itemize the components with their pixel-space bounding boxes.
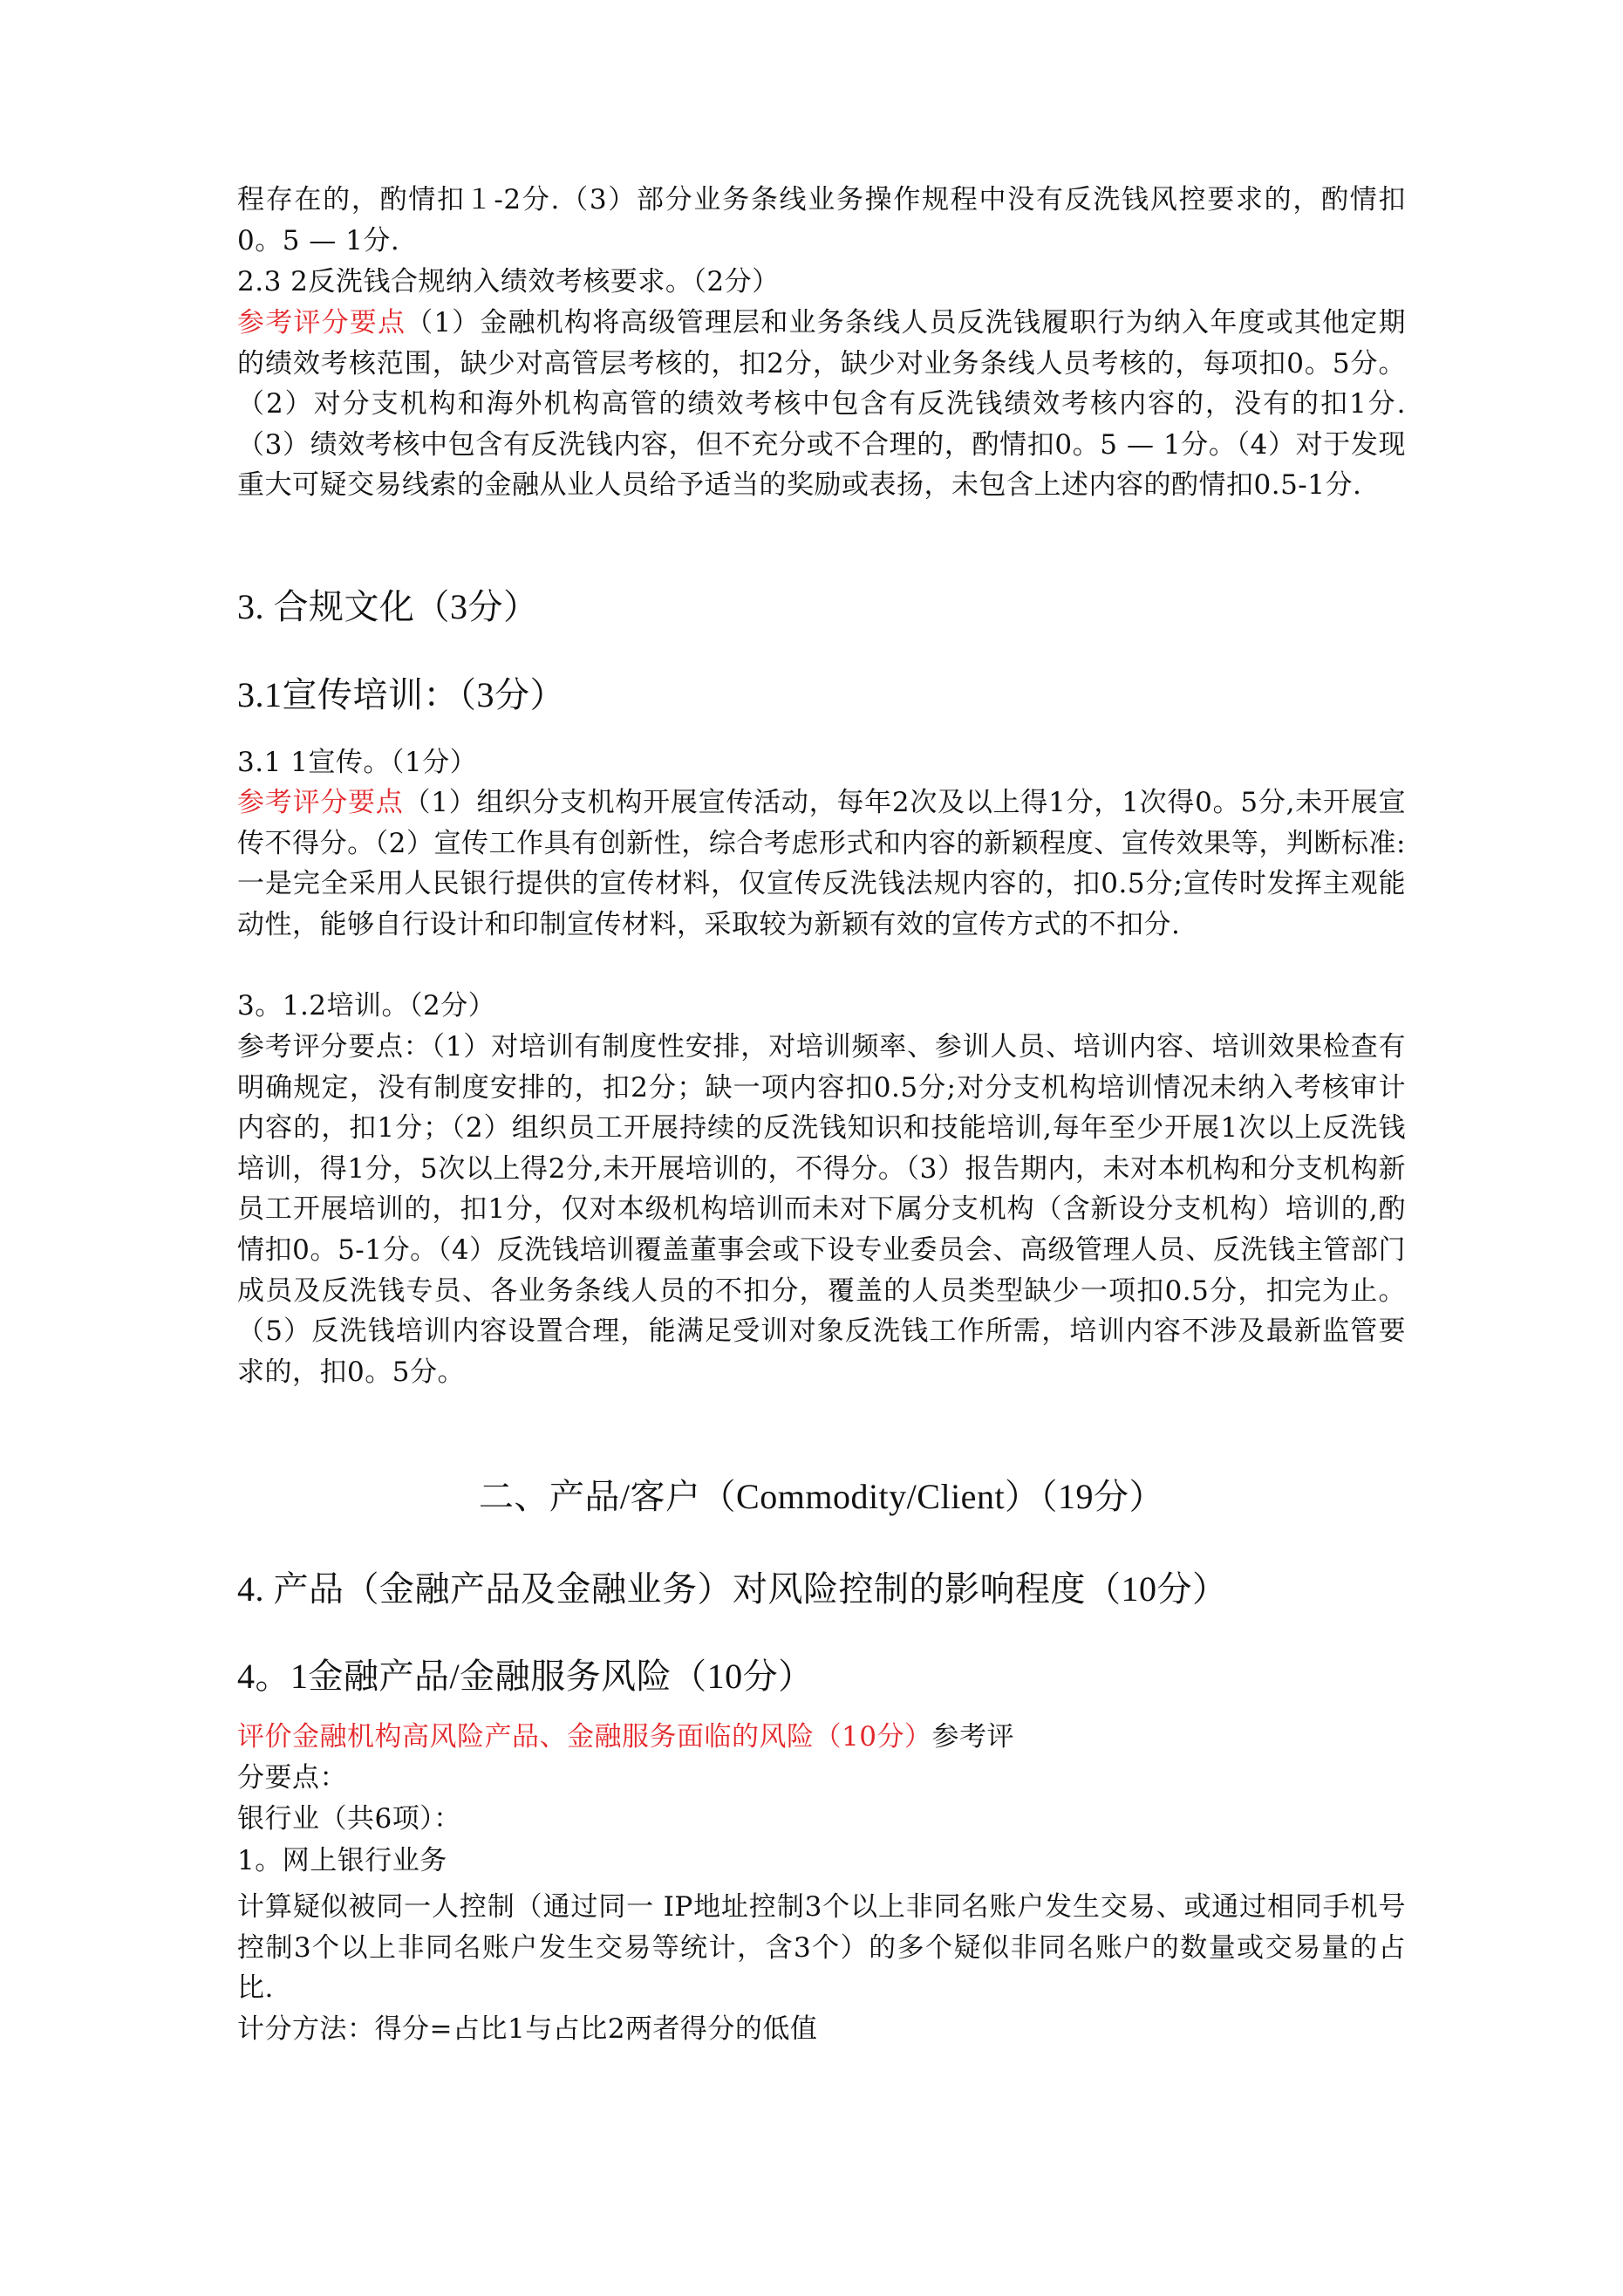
part-2-heading <box>237 1469 1406 1519</box>
scoring-points-publicity <box>237 782 1406 945</box>
paragraph-text: 1。网上银行业务 <box>237 1845 447 1876</box>
section-3-heading <box>237 579 1406 629</box>
section-title: 3.1宣传培训：（3分） <box>237 675 565 714</box>
item-3-1-2-heading <box>237 986 1406 1027</box>
online-banking-item <box>237 1841 1406 1882</box>
paragraph-text: 计算疑似被同一人控制（通过同一 IP地址控制3个以上非同名账户发生交易、或通过相同手机号控制3个以上非同名账户发生交易等统计，含3个）的多个疑似非同名账户的数量或交易量的占比. <box>237 1891 1406 2005</box>
paragraph-text <box>237 303 1406 506</box>
scoring-method <box>237 2009 1406 2050</box>
item-title: 3。1.2培训。（2分） <box>237 990 496 1022</box>
section-title: 4. 产品（金融产品及金融业务）对风险控制的影响程度（10分） <box>237 1569 1228 1609</box>
scoring-points-label: 参考评分要点 <box>237 787 404 818</box>
paragraph-deduction-continued <box>237 180 1406 261</box>
paragraph-text <box>237 1717 1406 1758</box>
section-4-1-heading <box>237 1649 1406 1698</box>
evaluation-line <box>237 1717 1406 1758</box>
evaluation-suffix: 参考评 <box>931 1721 1014 1753</box>
scoring-points-text: （1）组织分支机构开展宣传活动，每年2次及以上得1分，1次得0。5分,未开展宣传不得分。（2）宣传工作具有创新性，综合考虑形式和内容的新颖程度、宣传效果等，判断标准:一是完全采用人民银行提供的宣传材料，仅宣传反洗钱法规内容的，扣0.5分;宣传时发挥主观能动性，能够自行设计和印制宣传材料，采取较为新颖有效的宣传方式的不扣分. <box>237 787 1406 940</box>
banking-industry-line <box>237 1799 1406 1840</box>
section-title: 4。1金融产品/金融服务风险（10分） <box>237 1657 814 1696</box>
calculation-description <box>237 1887 1406 2009</box>
paragraph-text: 程存在的，酌情扣１-2分.（3）部分业务条线业务操作规程中没有反洗钱风控要求的，酌情扣0。5 — 1分. <box>237 184 1406 256</box>
paragraph-text: 分要点： <box>237 1762 347 1794</box>
paragraph-text: 银行业（共6项）： <box>237 1803 461 1835</box>
item-title: 2.3 2反洗钱合规纳入绩效考核要求。（2分） <box>237 266 780 297</box>
item-3-1-1-heading <box>237 742 1406 783</box>
scoring-points-performance <box>237 303 1406 506</box>
section-3-1-heading <box>237 667 1406 717</box>
item-title: 3.1 1宣传。（1分） <box>237 747 478 778</box>
paragraph-text: 参考评分要点：（1）对培训有制度性安排，对培训频率、参训人员、培训内容、培训效果检查有明确规定，没有制度安排的，扣2分；缺一项内容扣0.5分;对分支机构培训情况未纳入考核审计内容的，扣1分；（2）组织员工开展持续的反洗钱知识和技能培训,每年至少开展1次以上反洗钱培训，得1分，5次以上得2分,未开展培训的，不得分。（3）报告期内，未对本机构和分支机构新员工开展培训的，扣1分，仅对本级机构培训而未对下属分支机构（含新设分支机构）培训的,酌情扣0。5-1分。（4）反洗钱培训覆盖董事会或下设专业委员会、高级管理人员、反洗钱主管部门成员及反洗钱专员、各业务条线人员的不扣分，覆盖的人员类型缺少一项扣0.5分，扣完为止。（5）反洗钱培训内容设置合理，能满足受训对象反洗钱工作所需，培训内容不涉及最新监管要求的，扣0。5分。 <box>237 1031 1406 1388</box>
part-title: 二、产品/客户（Commodity/Client）（19分） <box>478 1477 1165 1516</box>
scoring-points-label-line <box>237 1758 1406 1799</box>
scoring-points-text: （1）金融机构将高级管理层和业务条线人员反洗钱履职行为纳入年度或其他定期的绩效考核范围，缺少对高管层考核的，扣2分，缺少对业务条线人员考核的，每项扣0。5分。（2）对分支机构和海外机构高管的绩效考核中包含有反洗钱绩效考核内容的，没有的扣1分.（3）绩效考核中包含有反洗钱内容，但不充分或不合理的，酌情扣0。5 — 1分。（4）对于发现重大可疑交易线索的金融从业人员给予适当的奖励或表扬，未包含上述内容的酌情扣0.5-1分. <box>237 307 1406 502</box>
scoring-points-label: 参考评分要点 <box>237 307 406 338</box>
evaluation-title: 评价金融机构高风险产品、金融服务面临的风险（10分） <box>237 1721 932 1753</box>
section-title: 3. 合规文化（3分） <box>237 587 539 626</box>
paragraph-text: 计分方法：得分=占比1与占比2两者得分的低值 <box>237 2013 818 2045</box>
item-2-3-2-heading <box>237 262 1406 303</box>
scoring-points-training <box>237 1027 1406 1392</box>
section-4-heading <box>237 1561 1406 1611</box>
paragraph-text <box>237 782 1406 945</box>
